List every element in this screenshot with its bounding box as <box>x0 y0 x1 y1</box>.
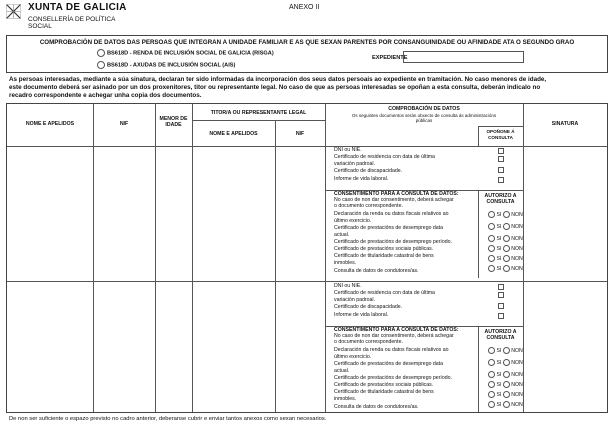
oppose-checkbox[interactable] <box>498 284 504 290</box>
consent-note-2: o documento correspondente. <box>334 203 403 209</box>
doc-disability: Certificado de discapacidade. <box>334 304 403 310</box>
doc-residence-2: variación padroal. <box>334 161 375 167</box>
yes-label: SI <box>496 371 502 378</box>
consent-radio-group[interactable] <box>488 265 523 272</box>
consent-doc-cadastre-1: Certificado de titularidade catastral de bens <box>334 389 434 395</box>
header-data-check-sub-1: Os seguintes documentos serán obxecto de consulta ás administracións <box>351 113 497 118</box>
doc-dni: DNI ou NIE. <box>334 283 362 289</box>
option-ais-label: BS618D - AXUDAS DE INCLUSIÓN SOCIAL (AIS) <box>107 62 236 69</box>
radio-icon[interactable] <box>503 255 510 262</box>
consent-doc-unemp-1: Certificado de prestacións de desemprego data <box>334 225 444 231</box>
expedient-field[interactable] <box>403 51 524 63</box>
org-name: XUNTA DE GALICIA <box>28 2 127 13</box>
radio-icon[interactable] <box>97 49 105 57</box>
no-label: NON <box>511 381 523 388</box>
doc-residence-1: Certificado de residencia con data de última <box>334 154 435 160</box>
yes-label: SI <box>496 245 502 252</box>
oppose-checkbox[interactable] <box>498 148 504 154</box>
intro-line-3: recadro correspondente e achegar unha copia dos documentos. <box>9 92 202 99</box>
row-divider <box>7 281 607 282</box>
radio-icon[interactable] <box>503 391 510 398</box>
radio-icon[interactable] <box>488 223 495 230</box>
form-title: COMPROBACIÓN DE DATOS DAS PERSOAS QUE INTEGRAN A UNIDADE FAMILIAR E AS QUE SEXAN PARENTES POR CONSANGUINIDADE OU AFINIDADE ATA O SEGUNDO GRAO <box>39 39 575 46</box>
dept-line-2: SOCIAL <box>28 23 52 30</box>
yes-label: SI <box>496 265 502 272</box>
col-divider <box>275 120 276 412</box>
consent-doc-social: Certificado de prestacións sociais públicas. <box>334 382 434 388</box>
consent-heading: CONSENTIMENTO PARA A CONSULTA DE DATOS: <box>334 191 459 197</box>
option-risga[interactable] <box>97 49 274 57</box>
radio-icon[interactable] <box>488 235 495 242</box>
doc-residence-1: Certificado de residencia con data de última <box>334 290 435 296</box>
doc-disability: Certificado de discapacidade. <box>334 168 403 174</box>
no-label: NON <box>511 401 523 408</box>
authorize-header <box>478 329 523 341</box>
consent-doc-unemp-1: Certificado de prestacións de desemprego data <box>334 361 444 367</box>
header-guardian-name: NOME E APELIDOS <box>209 131 258 137</box>
oppose-checkbox[interactable] <box>498 303 504 309</box>
no-label: NON <box>511 371 523 378</box>
consent-doc-income-1: Declaración da renda ou datos fiscais relativos ao <box>334 211 449 217</box>
header-minor-line-1: MENOR DE <box>159 116 188 122</box>
radio-icon[interactable] <box>503 381 510 388</box>
consent-note-2: o documento correspondente. <box>334 339 403 345</box>
no-label: NON <box>511 265 523 272</box>
consent-doc-drivers: Consulta de datos de condutores/as. <box>334 268 419 274</box>
radio-icon[interactable] <box>503 211 510 218</box>
col-divider <box>93 104 94 412</box>
radio-icon[interactable] <box>97 61 105 69</box>
consent-doc-cadastre-2: inmobles. <box>334 396 357 402</box>
radio-icon[interactable] <box>503 245 510 252</box>
header-data-check-sub-2: públicas <box>415 118 433 123</box>
no-label: NON <box>511 245 523 252</box>
consent-doc-unemp-2: actual. <box>334 232 350 238</box>
radio-icon[interactable] <box>488 371 495 378</box>
header-oppose <box>478 129 523 141</box>
header <box>6 2 608 36</box>
intro-line-1: As persoas interesadas, mediante a súa sinatura, declaran ter sido informadas da incorporación dos seus datos persoais ao expediente en tramitación. No caso menores de idade, <box>9 76 547 83</box>
header-oppose-line-2: CONSULTA <box>488 135 513 140</box>
dept-line-1: CONSELLERÍA DE POLÍTICA <box>28 16 116 23</box>
authorize-header-line-2: CONSULTA <box>486 199 515 205</box>
col-divider <box>155 104 156 412</box>
col-divider <box>325 104 326 412</box>
row-divider <box>192 120 325 121</box>
header-oppose-line-1: OPOÑONE Á <box>486 129 515 134</box>
radio-icon[interactable] <box>488 391 495 398</box>
no-label: NON <box>511 347 523 354</box>
intro-text <box>9 76 607 100</box>
header-nif: NIF <box>119 121 129 127</box>
footer-note: De non ser suficiente o espazo previsto no cadro anterior, deberanse cubrir e enviar tantos anexos como sexan necesarios. <box>9 416 327 422</box>
consent-heading: CONSENTIMENTO PARA A CONSULTA DE DATOS: <box>334 327 459 333</box>
radio-icon[interactable] <box>503 265 510 272</box>
yes-label: SI <box>496 391 502 398</box>
expedient-label: EXPEDIENTE <box>372 55 408 61</box>
radio-icon[interactable] <box>488 255 495 262</box>
consent-radio-group[interactable] <box>488 371 523 378</box>
no-label: NON <box>511 211 523 218</box>
radio-icon[interactable] <box>488 245 495 252</box>
consent-radio-group[interactable] <box>488 223 523 230</box>
doc-dni: DNI ou NIE. <box>334 147 362 153</box>
consent-radio-group[interactable] <box>488 381 523 388</box>
yes-label: SI <box>496 235 502 242</box>
no-label: NON <box>511 359 523 366</box>
row-divider <box>478 126 523 127</box>
oppose-checkbox[interactable] <box>498 292 504 298</box>
consent-radio-group[interactable] <box>488 235 523 242</box>
radio-icon[interactable] <box>488 347 495 354</box>
authorize-header-line-1: AUTORIZO A <box>484 329 517 335</box>
yes-label: SI <box>496 211 502 218</box>
yes-label: SI <box>496 381 502 388</box>
header-guardian-nif: NIF <box>295 131 305 137</box>
consent-radio-group[interactable] <box>488 211 523 218</box>
annex-label: ANEXO II <box>289 4 320 11</box>
consent-doc-cadastre-2: inmobles. <box>334 260 357 266</box>
header-data-check: COMPROBACIÓN DE DATOS <box>388 106 460 112</box>
oppose-checkbox[interactable] <box>498 313 504 319</box>
radio-icon[interactable] <box>503 359 510 366</box>
consent-radio-group[interactable] <box>488 401 523 408</box>
consent-doc-unemp-2: actual. <box>334 368 350 374</box>
oppose-checkbox[interactable] <box>498 167 504 173</box>
consent-doc-unemp-period: Certificado de prestacións de desemprego período. <box>334 375 452 381</box>
consent-doc-income-2: último exercicio. <box>334 354 372 360</box>
authorize-header-line-1: AUTORIZO A <box>484 193 517 199</box>
option-ais[interactable] <box>97 61 235 69</box>
authorize-header <box>478 193 523 205</box>
authorize-header-line-2: CONSULTA <box>486 335 515 341</box>
radio-icon[interactable] <box>488 381 495 388</box>
radio-icon[interactable] <box>488 359 495 366</box>
consent-doc-drivers: Consulta de datos de condutores/as. <box>334 404 419 410</box>
row-divider <box>7 146 607 147</box>
header-signature: SINATURA <box>551 121 579 127</box>
header-data-check-sub <box>325 113 523 123</box>
radio-icon[interactable] <box>503 401 510 408</box>
yes-label: SI <box>496 401 502 408</box>
consent-doc-income-1: Declaración da renda ou datos fiscais relativos ao <box>334 347 449 353</box>
persons-table <box>6 103 608 413</box>
consent-doc-income-2: último exercicio. <box>334 218 372 224</box>
col-divider <box>192 104 193 412</box>
yes-label: SI <box>496 223 502 230</box>
radio-icon[interactable] <box>488 211 495 218</box>
no-label: NON <box>511 235 523 242</box>
radio-icon[interactable] <box>503 235 510 242</box>
radio-icon[interactable] <box>488 265 495 272</box>
consent-radio-group[interactable] <box>488 359 523 366</box>
consent-doc-cadastre-1: Certificado de titularidade catastral de bens <box>334 253 434 259</box>
consent-doc-unemp-period: Certificado de prestacións de desemprego período. <box>334 239 452 245</box>
doc-residence-2: variación padroal. <box>334 297 375 303</box>
department <box>28 16 115 30</box>
radio-icon[interactable] <box>503 223 510 230</box>
doc-work-life: Informe de vida laboral. <box>334 312 389 318</box>
radio-icon[interactable] <box>503 347 510 354</box>
consent-radio-group[interactable] <box>488 347 523 354</box>
col-divider <box>523 104 524 412</box>
oppose-checkbox[interactable] <box>498 156 504 162</box>
radio-icon[interactable] <box>503 371 510 378</box>
consent-radio-group[interactable] <box>488 255 523 262</box>
radio-icon[interactable] <box>488 401 495 408</box>
consent-note-1: No caso de non dar consentimento, deberá achegar <box>334 333 454 339</box>
yes-label: SI <box>496 359 502 366</box>
no-label: NON <box>511 255 523 262</box>
no-label: NON <box>511 223 523 230</box>
consent-doc-social: Certificado de prestacións sociais públicas. <box>334 246 434 252</box>
header-name: NOME E APELIDOS <box>25 121 75 127</box>
doc-work-life: Informe de vida laboral. <box>334 176 389 182</box>
option-risga-label: BS618D - RENDA DE INCLUSIÓN SOCIAL DE GALICIA (RISGA) <box>107 50 274 57</box>
consent-radio-group[interactable] <box>488 245 523 252</box>
header-minor-line-2: IDADE <box>165 122 182 128</box>
consent-note-1: No caso de non dar consentimento, deberá achegar <box>334 197 454 203</box>
oppose-checkbox[interactable] <box>498 177 504 183</box>
intro-line-2: este documento deberá ser asinado por un dos proxenitores, titor ou representante legal. No caso de que as persoas interesadas se opoñan a esta consulta, deberán indicalo no <box>9 84 541 91</box>
header-guardian: TITOR/A OU REPRESENTANTE LEGAL <box>210 110 307 116</box>
yes-label: SI <box>496 347 502 354</box>
header-minor <box>155 116 192 128</box>
xunta-logo-icon <box>6 4 21 19</box>
no-label: NON <box>511 391 523 398</box>
consent-radio-group[interactable] <box>488 391 523 398</box>
yes-label: SI <box>496 255 502 262</box>
